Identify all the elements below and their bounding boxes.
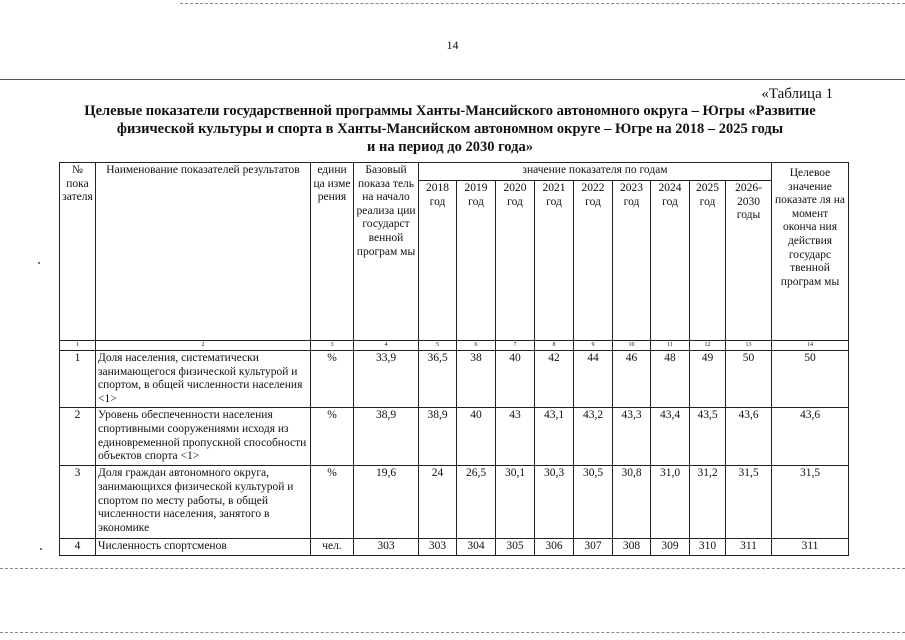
row-num: 2	[60, 408, 96, 466]
row-value: 30,5	[574, 466, 613, 539]
row-value: 311	[726, 539, 772, 556]
row-value: 40	[457, 408, 496, 466]
row-unit: %	[311, 408, 354, 466]
header-base: Базовый показа тель на начало реализа ции государст венной програм мы	[354, 163, 419, 341]
row-value: 42	[535, 351, 574, 408]
column-index-row	[60, 341, 849, 351]
title-line: и на период до 2030 года»	[367, 139, 533, 155]
table-row	[60, 466, 849, 539]
row-target: 50	[772, 351, 849, 408]
header-year: 2026-2030 годы	[726, 181, 772, 341]
row-name: Численность спортсменов	[96, 539, 311, 556]
title-line: Целевые показатели государственной программы Ханты-Мансийского автономного округа – Югры «Развитие	[84, 103, 816, 119]
row-value: 38,9	[419, 408, 457, 466]
table-row	[60, 539, 849, 556]
row-value: 43,4	[651, 408, 690, 466]
header-year: 2020 год	[496, 181, 535, 341]
row-value: 50	[726, 351, 772, 408]
row-value: 309	[651, 539, 690, 556]
header-name: Наименование показателей результатов	[96, 163, 311, 341]
col-index: 8	[535, 341, 574, 351]
header-year: 2024 год	[651, 181, 690, 341]
header-target: Целевое значение показате ля на момент оконча ния действия государс твенной програм мы	[772, 163, 849, 341]
row-value: 30,3	[535, 466, 574, 539]
title-line: физической культуры и спорта в Ханты-Мансийском автономном округе – Югре на 2018 – 2025 годы	[116, 121, 784, 137]
header-year: 2022 год	[574, 181, 613, 341]
row-base: 303	[354, 539, 419, 556]
row-value: 31,2	[690, 466, 726, 539]
indicators-table	[59, 162, 849, 556]
bottom-edge-line	[0, 632, 905, 633]
row-value: 43,3	[613, 408, 651, 466]
header-years-group: значение показателя по годам	[419, 163, 772, 181]
row-value: 43,2	[574, 408, 613, 466]
page-number: 14	[446, 38, 459, 52]
row-value: 305	[496, 539, 535, 556]
col-index: 7	[496, 341, 535, 351]
row-value: 43,5	[690, 408, 726, 466]
col-index: 12	[690, 341, 726, 351]
row-target: 311	[772, 539, 849, 556]
row-value: 43	[496, 408, 535, 466]
row-value: 310	[690, 539, 726, 556]
row-name: Доля граждан автономного округа, занимающихся физической культурой и спортом по месту работы, в общей численности населения, занятого в экономике	[96, 466, 311, 539]
table-row	[60, 408, 849, 466]
row-base: 33,9	[354, 351, 419, 408]
row-value: 49	[690, 351, 726, 408]
row-value: 31,5	[726, 466, 772, 539]
row-unit: чел.	[311, 539, 354, 556]
header-year: 2018 год	[419, 181, 457, 341]
row-value: 308	[613, 539, 651, 556]
header-unit: едини ца изме рения	[311, 163, 354, 341]
row-value: 48	[651, 351, 690, 408]
row-num: 4	[60, 539, 96, 556]
row-value: 303	[419, 539, 457, 556]
top-scan-line	[180, 3, 905, 4]
row-value: 307	[574, 539, 613, 556]
row-value: 26,5	[457, 466, 496, 539]
document-title	[60, 102, 840, 156]
col-index: 5	[419, 341, 457, 351]
row-value: 304	[457, 539, 496, 556]
row-name: Уровень обеспеченности населения спортивными сооружениями исходя из единовременной пропускной способности объектов спорта <1>	[96, 408, 311, 466]
row-value: 30,1	[496, 466, 535, 539]
col-index: 3	[311, 341, 354, 351]
col-index: 14	[772, 341, 849, 351]
header-year: 2023 год	[613, 181, 651, 341]
margin-mark	[40, 548, 42, 550]
row-unit: %	[311, 466, 354, 539]
header-row	[60, 163, 849, 181]
row-value: 44	[574, 351, 613, 408]
header-year: 2021 год	[535, 181, 574, 341]
header-year: 2019 год	[457, 181, 496, 341]
row-value: 46	[613, 351, 651, 408]
row-num: 1	[60, 351, 96, 408]
row-value: 38	[457, 351, 496, 408]
row-unit: %	[311, 351, 354, 408]
row-value: 30,8	[613, 466, 651, 539]
table-row	[60, 351, 849, 408]
bottom-scan-line	[0, 568, 905, 569]
header-num: № пока зателя	[60, 163, 96, 341]
row-value: 40	[496, 351, 535, 408]
col-index: 13	[726, 341, 772, 351]
row-name: Доля населения, систематически занимающегося физической культурой и спортом, в общей численности населения <1>	[96, 351, 311, 408]
col-index: 11	[651, 341, 690, 351]
col-index: 2	[96, 341, 311, 351]
table-reference: «Таблица 1	[761, 86, 833, 102]
col-index: 1	[60, 341, 96, 351]
row-value: 43,1	[535, 408, 574, 466]
row-base: 38,9	[354, 408, 419, 466]
row-target: 31,5	[772, 466, 849, 539]
col-index: 10	[613, 341, 651, 351]
header-rule	[0, 79, 905, 80]
row-target: 43,6	[772, 408, 849, 466]
row-value: 43,6	[726, 408, 772, 466]
row-value: 36,5	[419, 351, 457, 408]
row-value: 31,0	[651, 466, 690, 539]
col-index: 4	[354, 341, 419, 351]
row-value: 24	[419, 466, 457, 539]
col-index: 6	[457, 341, 496, 351]
row-base: 19,6	[354, 466, 419, 539]
col-index: 9	[574, 341, 613, 351]
margin-mark	[38, 262, 40, 264]
row-value: 306	[535, 539, 574, 556]
header-year: 2025 год	[690, 181, 726, 341]
row-num: 3	[60, 466, 96, 539]
